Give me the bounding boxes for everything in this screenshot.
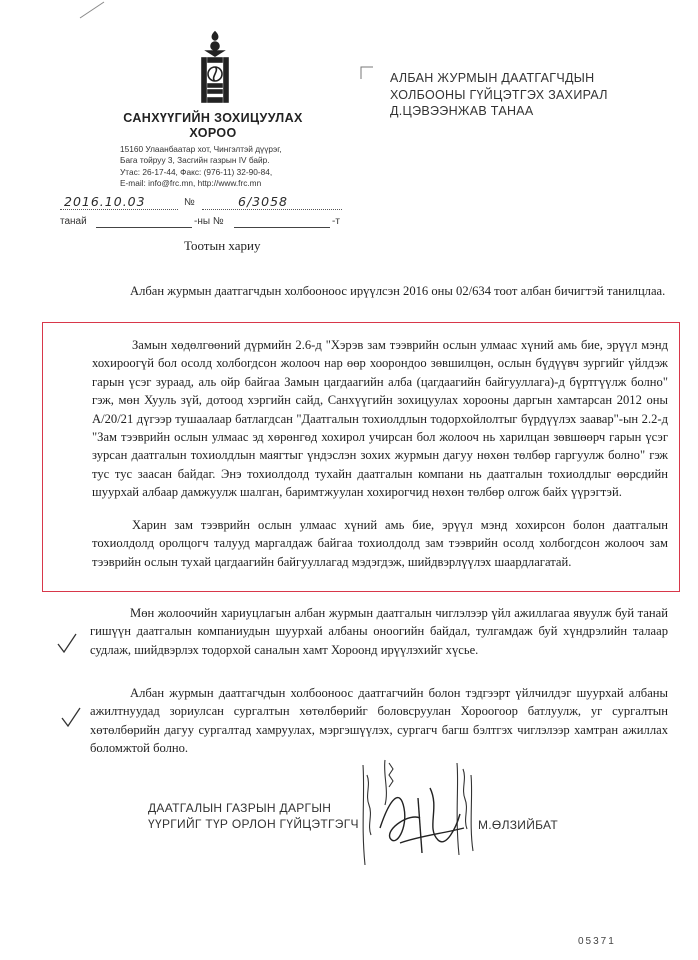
- document-serial-number: 05371: [578, 936, 616, 947]
- address-line: Утас: 26-17-44, Факс: (976-11) 32-90-84,: [120, 166, 273, 177]
- number-underline: [202, 209, 342, 210]
- reply-title: Тоотын хариу: [184, 238, 261, 253]
- signatory-title-line2: ҮҮРГИЙГ ТҮР ОРЛОН ГҮЙЦЭТГЭГЧ: [148, 817, 359, 831]
- your-number-blank: [234, 227, 330, 228]
- reference-date: 2016.10.03: [64, 194, 146, 209]
- addressee-line2: ХОЛБООНЫ ГҮЙЦЭТГЭХ ЗАХИРАЛ: [390, 87, 608, 102]
- paragraph-request: Мөн жолоочийн хариуцлагын албан журмын даатгалын чиглэлээр үйл ажиллагаа явуулж буй танай гишүүн даатгалын компаниудын шуурхай албаны оноогийн байдал, тулгамдаж буй хүндрэлийн талаар судлаж, шийдвэрлэх тодорхой саналын хамт Хороонд ирүүлэхийг хүсье.: [90, 606, 668, 657]
- corner-mark-icon: [360, 66, 374, 80]
- address-line: Бага тойруу 3, Засгийн газрын IV байр.: [120, 155, 270, 166]
- addressee-block: [390, 70, 690, 120]
- paragraph-injury: Харин зам тээврийн ослын улмаас хүний амь бие, эрүүл мэнд хохирсон болон даатгалын тохиолдолд оролцогч талууд маргалдаж байгаа тохиолдолд зам тээврийн осолд холбогдсон жолооч зам тээврийн ослын тухай цагдаагийн байгууллагад мэдэгдэж, шийдвэрлүүлэх шаардлагатай.: [92, 518, 668, 569]
- your-date-blank: [96, 227, 192, 228]
- your-tail-label: -т: [332, 216, 340, 227]
- organization-name-line1: САНХҮҮГИЙН ЗОХИЦУУЛАХ: [123, 111, 303, 125]
- reference-number: 6/3058: [238, 194, 288, 209]
- addressee-line3: Д.ЦЭВЭЭНЖАВ ТАНАА: [390, 104, 534, 118]
- your-number-label: -ны №: [194, 216, 224, 227]
- address-line: 15160 Улаанбаатар хот, Чингэлтэй дүүрэг,: [120, 144, 282, 154]
- signatory-title: [148, 800, 388, 832]
- signatory-title-line1: ДААТГАЛЫН ГАЗРЫН ДАРГЫН: [148, 801, 332, 815]
- organization-address: [120, 144, 310, 189]
- checkmark-icon: [60, 706, 82, 728]
- checkmark-icon: [56, 632, 78, 654]
- paragraph-rules: Замын хөдөлгөөний дүрмийн 2.6-д "Хэрэв зам тээврийн ослын улмаас хүний амь бие, эрүүл мэнд хохироогүй бол осолд холбогдсон жолооч нар өөр хоорондоо зөвшилцөн, ослын бүдүүвч зургийг үйлдэж гарын үсэг зураад, аль ойр байгаа Замын цагдаагийн алба (цагдаагийн байгууллага)-д бүртгүүлж болно" гэж, мөн Хууль зүй, дотоод хэргийн сайд, Санхүүгийн зохицуулах хорооны даргын хамтарсан 2012 оны А/20/21 дүгээр тушаалаар батлагдсан "Даатгалын тохиолдлын тодорхойлолтыг бүрдүүлэх заавар"-ын 2.2-д "Зам тээврийн ослын улмаас эд хөрөнгөд хохирол учирсан бол жолооч нь харилцан зөвшөөрч гарын үсэг зурсан даатгалын тохиолдлын маягтыг үндэслэн зохих журмын дагуу нөхөн төлбөр гаргуулж болно" гэж тус тус заасан байдаг. Энэ тохиолдолд тухайн даатгалын компани нь даатгалын тохиолдлыг өөрсдийн шуурхай албаар дамжуулж шалган, баримтжуулан хохирогчид нөхөн төлбөр олгож байх үүрэгтэй.: [92, 338, 668, 500]
- organization-name: [118, 111, 308, 141]
- addressee-line1: АЛБАН ЖУРМЫН ДААТГАГЧДЫН: [390, 71, 595, 85]
- address-line: E-mail: info@frc.mn, http://www.frc.mn: [120, 177, 262, 188]
- incoming-reference: [60, 216, 350, 230]
- your-label: танай: [60, 216, 87, 227]
- date-underline: [60, 209, 178, 210]
- reference-number-label: №: [184, 197, 195, 208]
- signatory-name: М.ӨЛЗИЙБАТ: [478, 818, 559, 832]
- paragraph-training: Албан журмын даатгагчдын холбооноос даатгагчийн болон тэдгээрт үйлчилдэг шуурхай албаны ажилтнуудад зориулсан сургалтын хөтөлбөрийг боловсруулан Хороогоор батлуулж, уг сургалтын хөтөлбөрийн дагуу сургалтад хамруулах, мэргэшүүлэх, сургагч багш бэлтгэх чиглэлээр хамтран ажиллах боломжтой болно.: [90, 686, 668, 756]
- state-emblem-icon: [196, 30, 234, 108]
- organization-name-line2: ХОРОО: [189, 126, 237, 140]
- paragraph-intro: Албан журмын даатгагчдын холбооноос ирүүлсэн 2016 оны 02/634 тоот албан бичигтэй танилцлаа.: [130, 284, 666, 298]
- scan-mark-icon: [78, 0, 108, 20]
- outgoing-reference: [60, 196, 350, 212]
